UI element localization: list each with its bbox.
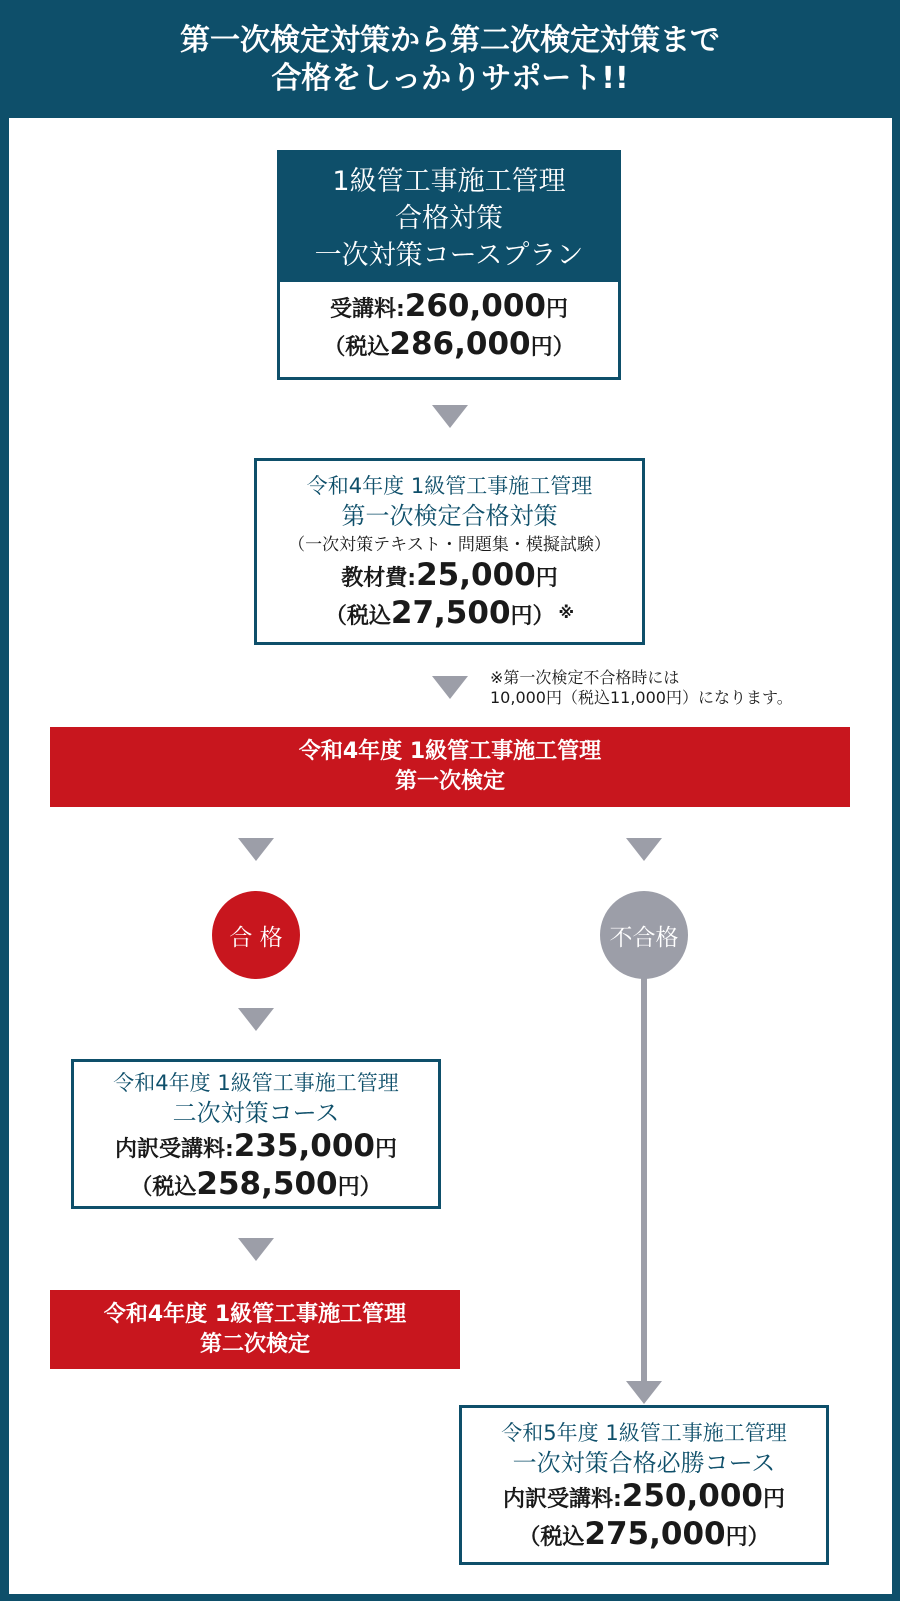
first-material-fee: 教材費:25,000円 (341, 557, 558, 593)
pass-badge: 合 格 (212, 891, 300, 979)
retry-course-fee: 内訳受講料:250,000円 (502, 1478, 786, 1514)
second-exam-bar (50, 1290, 460, 1369)
retry-course-fee-tax: （税込275,000円） (518, 1516, 770, 1552)
arrow-down-icon (238, 1238, 274, 1261)
fee-note-line: ※第一次検定不合格時には (490, 668, 680, 687)
first-material-fee-tax: （税込27,500円） ※ (324, 595, 575, 631)
second-exam-line-2: 第二次検定 (199, 1332, 310, 1357)
arrow-down-icon (626, 1381, 662, 1404)
arrow-down-icon (432, 676, 468, 699)
arrow-down-icon (432, 405, 468, 428)
second-course-box (71, 1059, 441, 1209)
plan-title-line: 合格対策 (395, 203, 503, 234)
second-course-line-1: 令和4年度 1級管工事施工管理 (113, 1071, 399, 1095)
header-line-2: 合格をしっかりサポート!! (271, 61, 629, 96)
header-line-1: 第一次検定対策から第二次検定対策まで (180, 23, 720, 58)
second-course-line-2: 二次対策コース (172, 1099, 340, 1127)
plan-title-line: 一次対策コースプラン (314, 240, 584, 271)
arrow-down-icon (238, 838, 274, 861)
plan-box-title (280, 153, 618, 282)
fail-path-line (641, 975, 647, 1383)
arrow-down-icon (238, 1008, 274, 1031)
plan-fee-tax: （税込286,000円） (323, 326, 575, 362)
second-exam-line-1: 令和4年度 1級管工事施工管理 (103, 1302, 407, 1327)
retry-course-box (459, 1405, 829, 1565)
first-material-line-2: 第一次検定合格対策 (341, 502, 558, 530)
first-exam-line-1: 令和4年度 1級管工事施工管理 (298, 739, 602, 764)
fee-note-line: 10,000円（税込11,000円）になります。 (490, 688, 793, 707)
fee-note (490, 668, 890, 708)
first-material-box (254, 458, 645, 645)
plan-box (277, 150, 621, 380)
arrow-down-icon (626, 838, 662, 861)
retry-course-line-2: 一次対策合格必勝コース (512, 1449, 776, 1477)
second-course-fee: 内訳受講料:235,000円 (114, 1128, 398, 1164)
first-exam-bar (50, 727, 850, 807)
fail-badge: 不合格 (600, 891, 688, 979)
plan-fee: 受講料:260,000円 (329, 288, 569, 324)
first-exam-line-2: 第一次検定 (394, 769, 505, 794)
second-course-fee-tax: （税込258,500円） (130, 1166, 382, 1202)
first-material-contents: （一次対策テキスト・問題集・模擬試験） (288, 535, 611, 555)
first-material-line-1: 令和4年度 1級管工事施工管理 (306, 474, 593, 498)
retry-course-line-1: 令和5年度 1級管工事施工管理 (501, 1421, 787, 1445)
plan-title-line: 1級管工事施工管理 (332, 166, 566, 197)
